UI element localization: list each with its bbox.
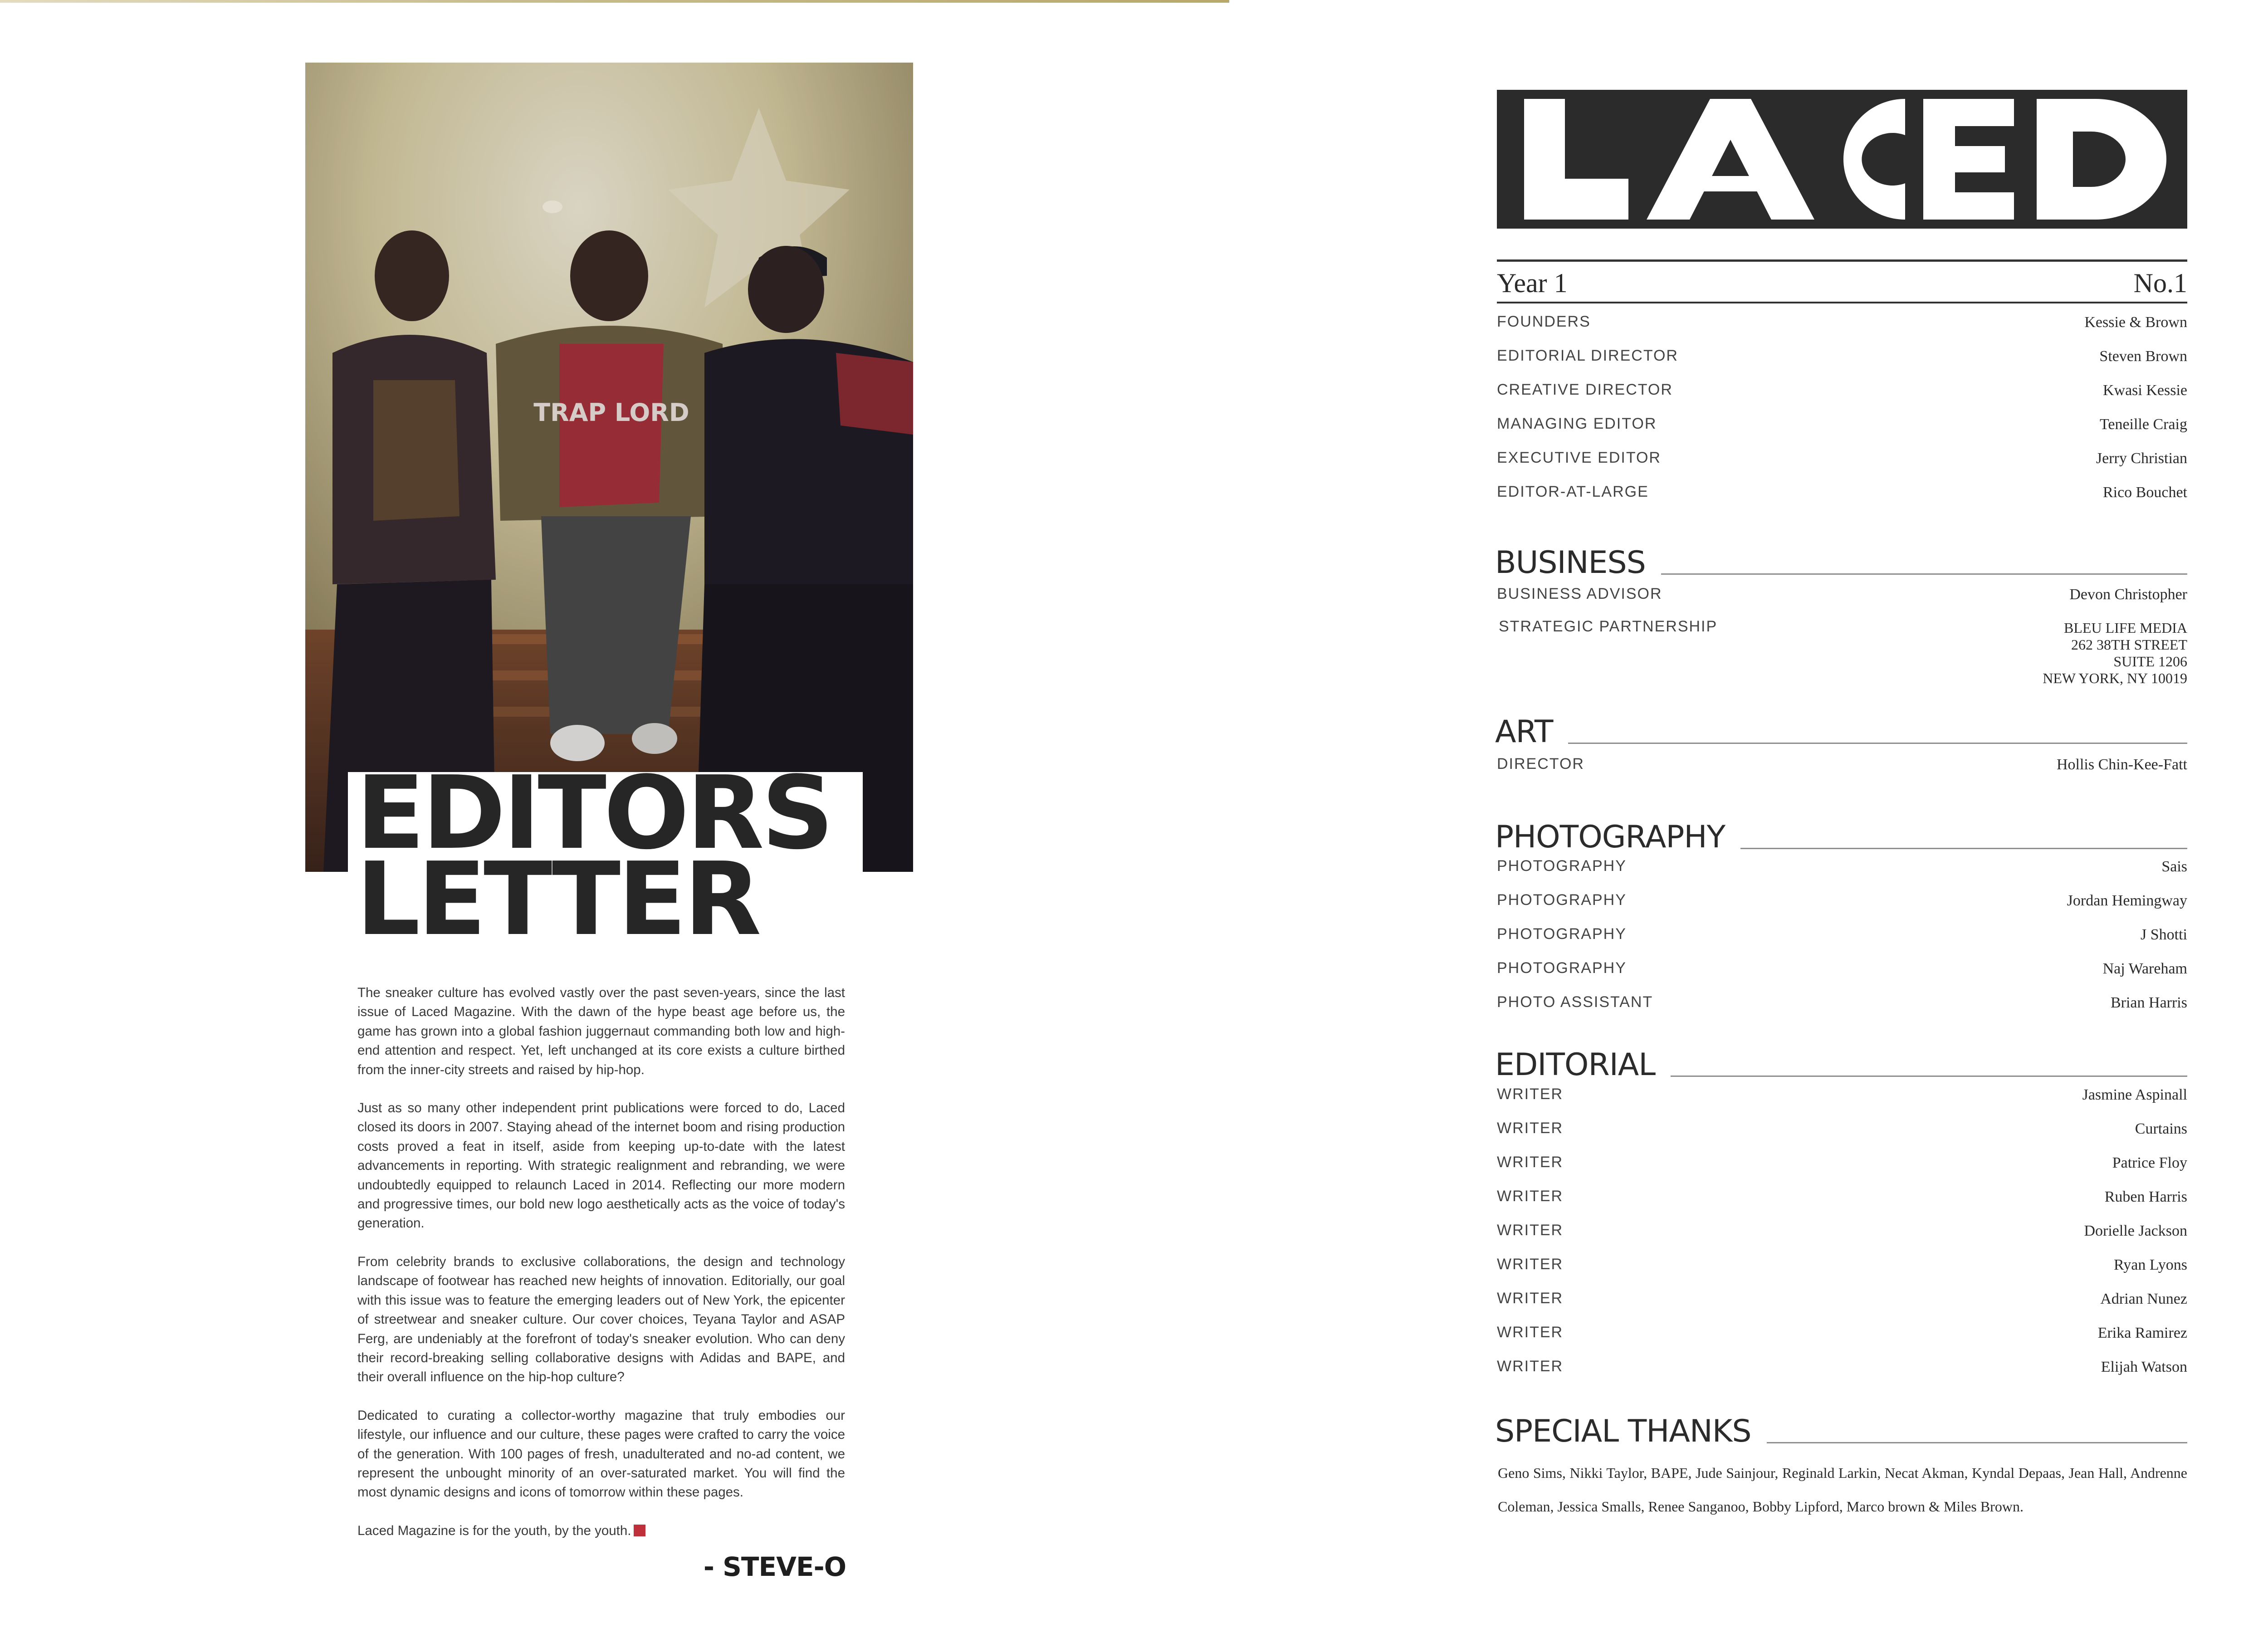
credit-name: Jasmine Aspinall (2082, 1086, 2187, 1103)
credit-name: Jordan Hemingway (2067, 892, 2187, 909)
credit-role: WRITER (1497, 1085, 1564, 1103)
credit-row (1497, 585, 2187, 603)
heading-line-2: LETTER (356, 841, 759, 958)
credit-role: WRITER (1497, 1154, 1564, 1171)
hoodie-text: TRAP LORD (533, 398, 689, 427)
letter-paragraph: Dedicated to curating a collector-worthy magazine that truly embodies our lifestyle, our influence and our culture, these pages were crafted to carry the voice of the generation. With 100 pages of fresh, unadulterated and no-ad content, we represent the unbought minority of an over-saturated market. You will find the most dynamic designs and icons of tomorrow within these pages. (357, 1408, 845, 1500)
credit-role: STRATEGIC PARTNERSHIP (1499, 618, 1718, 635)
credit-row (1497, 1256, 2187, 1274)
credit-role: BUSINESS ADVISOR (1497, 585, 1662, 602)
credit-role: PHOTOGRAPHY (1497, 959, 1627, 977)
credit-name: Patrice Floy (2112, 1154, 2187, 1171)
credit-name: Dorielle Jackson (2084, 1222, 2187, 1239)
credit-role: DIRECTOR (1497, 755, 1584, 772)
credit-row (1497, 959, 2187, 978)
credit-row (1497, 1290, 2187, 1308)
masthead-name: Steven Brown (2099, 348, 2187, 365)
credit-role: WRITER (1497, 1188, 1564, 1205)
credit-row (1497, 1358, 2187, 1376)
credit-row (1497, 891, 2187, 909)
section-special-thanks (1495, 1411, 2187, 1447)
credit-name: Brian Harris (2110, 994, 2187, 1011)
heading-line-1: EDITORS (356, 755, 831, 872)
credit-name: Ryan Lyons (2113, 1257, 2187, 1273)
masthead-name: Rico Bouchet (2102, 484, 2187, 501)
laced-logo (1497, 90, 2187, 229)
editors-letter-photo (305, 63, 913, 872)
section-title: BUSINESS (1495, 548, 1661, 578)
credit-name: Erika Ramirez (2097, 1325, 2187, 1341)
credit-role: WRITER (1497, 1358, 1564, 1375)
masthead-role: EXECUTIVE EDITOR (1497, 449, 1661, 466)
section-photography (1495, 816, 2187, 853)
credit-row (1497, 755, 2187, 773)
credit-row (1497, 1120, 2187, 1138)
credit-row (1497, 925, 2187, 944)
issue-number: No.1 (2133, 268, 2187, 298)
credit-row (1497, 857, 2187, 875)
credit-row (1497, 1324, 2187, 1342)
credit-role: WRITER (1497, 1324, 1564, 1341)
credit-name: Hollis Chin-Kee-Fatt (2056, 756, 2187, 773)
special-thanks-text: Geno Sims, Nikki Taylor, BAPE, Jude Sainjour, Reginald Larkin, Necat Akman, Kyndal Depaas, Jean Hall, Andrenne Coleman, Jessica Smalls, Renee Sanganoo, Bobby Lipford, Marco brown & Miles Brown. (1498, 1465, 2187, 1515)
credit-name: Elijah Watson (2101, 1359, 2187, 1375)
credit-role: WRITER (1497, 1256, 1564, 1273)
credit-row (1497, 1085, 2187, 1104)
masthead-role: FOUNDERS (1497, 313, 1591, 330)
credit-name: Sais (2161, 858, 2187, 875)
masthead-role: MANAGING EDITOR (1497, 415, 1657, 432)
top-gold-rule (0, 0, 1229, 3)
masthead-role: EDITORIAL DIRECTOR (1497, 347, 1678, 364)
credit-role: WRITER (1497, 1290, 1564, 1307)
masthead-name: Jerry Christian (2096, 450, 2187, 467)
credit-name: Curtains (2135, 1120, 2187, 1137)
letter-paragraph: Just as so many other independent print publications were forced to do, Laced closed its doors in 2007. Staying ahead of the internet boom and rising production costs proved a feat in itself, aside from keeping up-to-date with the latest advancements in reporting. With strategic realignment and rebranding, we were undoubtedly equipped to relaunch Laced in 2014. Reflecting our more modern and progressive times, our bold new logo aesthetically acts as the voice of today's generation. (357, 1100, 845, 1231)
section-rule (1495, 743, 2187, 744)
section-title: ART (1495, 717, 1568, 748)
credit-name: Adrian Nunez (2100, 1291, 2187, 1307)
masthead-row (1497, 449, 2187, 467)
credit-role: PHOTO ASSISTANT (1497, 993, 1653, 1011)
section-art (1495, 711, 2187, 748)
credit-role: PHOTOGRAPHY (1497, 857, 1627, 875)
credit-name: Naj Wareham (2102, 960, 2187, 977)
credit-row (1497, 1222, 2187, 1240)
credit-role: PHOTOGRAPHY (1497, 925, 1627, 943)
letter-paragraph: The sneaker culture has evolved vastly over the past seven-years, since the last issue of Laced Magazine. With the dawn of the hype beast age before us, the game has grown into a global fashion juggernaut commanding both low and high-end attention and respect. Yet, left unchanged at its core exists a culture birthed from the inner-city streets and raised by hip-hop. (357, 985, 845, 1077)
masthead-top-rule (1497, 259, 2187, 262)
partner-address: BLEU LIFE MEDIA 262 38TH STREET SUITE 1206 NEW YORK, NY 10019 (2043, 620, 2187, 686)
credit-role: PHOTOGRAPHY (1497, 891, 1627, 909)
masthead-name: Kwasi Kessie (2102, 382, 2187, 399)
credit-row (1497, 1188, 2187, 1206)
masthead-name: Teneille Craig (2099, 416, 2187, 433)
masthead-row (1497, 313, 2187, 331)
credit-name: J Shotti (2141, 926, 2187, 943)
credit-name: Devon Christopher (2069, 586, 2187, 603)
letter-closing-paragraph (357, 1521, 845, 1540)
masthead-row (1497, 347, 2187, 365)
masthead-row (1497, 381, 2187, 399)
masthead-role: CREATIVE DIRECTOR (1497, 381, 1673, 398)
masthead-row (1497, 483, 2187, 501)
letter-closing: Laced Magazine is for the youth, by the youth. (357, 1523, 631, 1538)
section-business (1495, 542, 2187, 581)
masthead-row (1497, 415, 2187, 433)
credit-row (1497, 1154, 2187, 1172)
credit-role: WRITER (1497, 1222, 1564, 1239)
letter-paragraph: From celebrity brands to exclusive collaborations, the design and technology landscape of footwear has reached new heights of innovation. Editorially, our goal with this issue was to feature the emerging leaders out of New York, the epicenter of streetwear and sneaker culture. Our cover choices, Teyana Taylor and ASAP Ferg, are undeniably at the forefront of today's sneaker evolution. Who can deny their record-breaking selling collaborative designs with Adidas and BAPE, and their overall influence on the hip-hop culture? (357, 1254, 845, 1385)
credit-row (1499, 618, 2187, 686)
issue-year: Year 1 (1497, 268, 1568, 298)
end-mark-icon (634, 1525, 645, 1536)
section-editorial (1495, 1044, 2187, 1081)
credit-role: WRITER (1497, 1120, 1564, 1137)
masthead-role: EDITOR-AT-LARGE (1497, 483, 1649, 500)
credit-row (1497, 993, 2187, 1012)
section-title: PHOTOGRAPHY (1495, 822, 1740, 853)
editors-letter-heading (356, 755, 831, 958)
letter-signoff: - STEVE-O (703, 1551, 846, 1582)
credit-name: Ruben Harris (2104, 1188, 2187, 1205)
editors-letter-body (357, 983, 845, 1560)
masthead-bottom-rule (1497, 302, 2187, 303)
masthead-name: Kessie & Brown (2084, 314, 2187, 331)
section-title: EDITORIAL (1495, 1050, 1671, 1081)
section-title: SPECIAL THANKS (1495, 1416, 1767, 1447)
